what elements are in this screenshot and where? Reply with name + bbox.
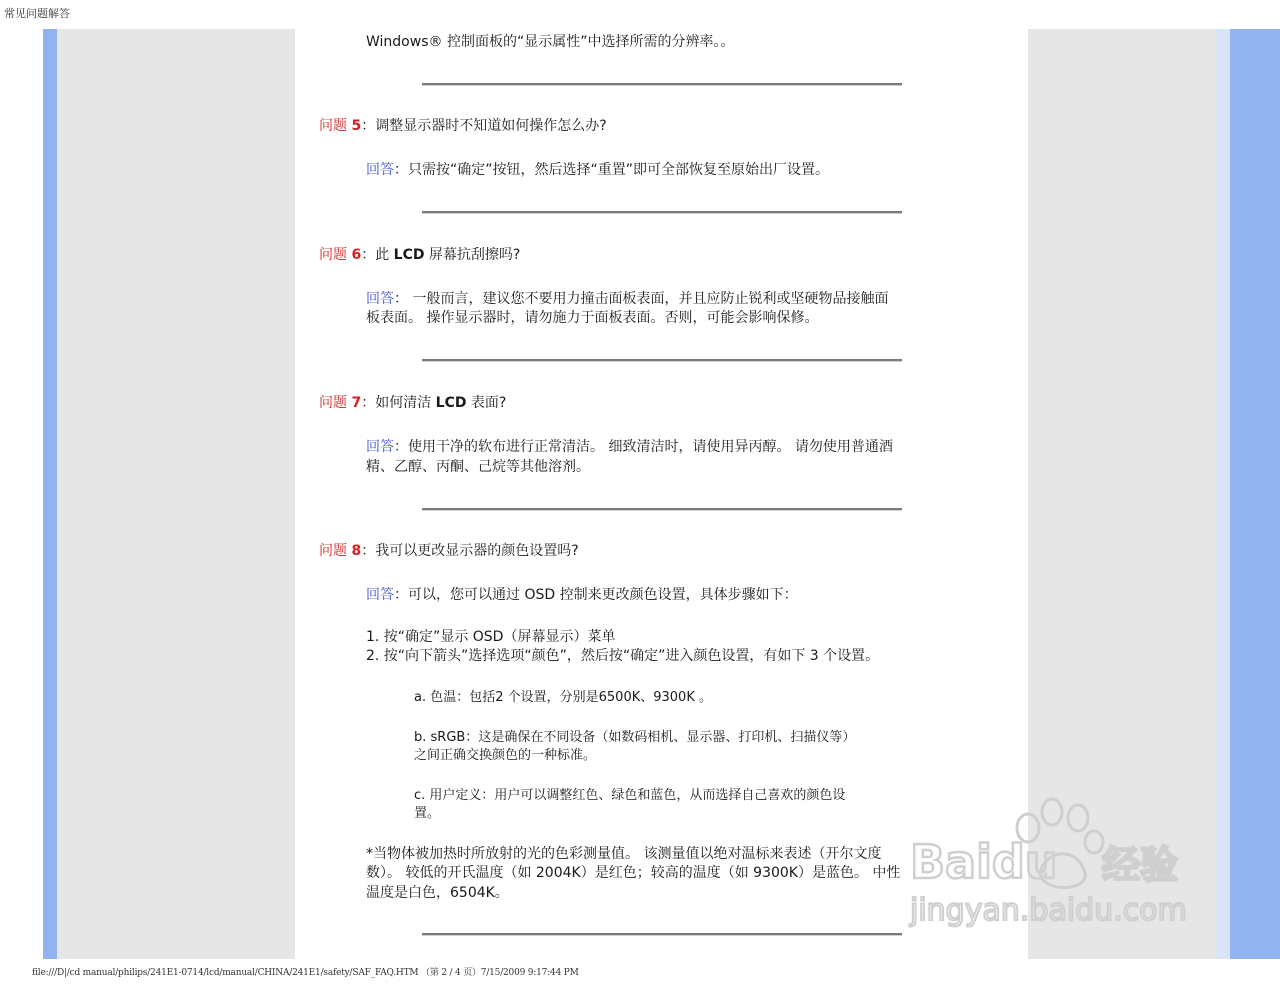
- divider: [422, 933, 902, 935]
- answer-text: ：可以，您可以通过 OSD 控制来更改颜色设置，具体步骤如下：: [394, 587, 798, 603]
- answer-text: ：使用干净的软布进行正常清洁。 细致清洁时，请使用异丙醇。 请勿使用普通酒: [394, 439, 893, 455]
- footnote-line-2: 数）。 较低的开氏温度（如 2004K）是红色；较高的温度（如 9300K）是蓝色。 中性: [366, 865, 901, 881]
- answer-5: [366, 161, 829, 180]
- option-srgb-cont: 之间正确交换颜色的一种标准。: [414, 748, 597, 763]
- question-label: 问题: [319, 543, 352, 559]
- option-srgb: b. sRGB：这是确保在不同设备（如数码相机、显示器、打印机、扫描仪等）: [414, 730, 856, 745]
- question-label: 问题: [319, 395, 352, 411]
- divider: [422, 359, 902, 361]
- question-text: ：调整显示器时不知道如何操作怎么办?: [361, 118, 607, 134]
- print-header: 常见问题解答: [4, 7, 70, 20]
- answer-label: 回答: [366, 291, 394, 307]
- answer-label: 回答: [366, 162, 394, 178]
- question-text: ：我可以更改显示器的颜色设置吗?: [361, 543, 579, 559]
- question-text: 屏幕抗刮擦吗?: [424, 247, 521, 263]
- question-text: ：如何清洁: [361, 395, 436, 411]
- option-user-define-cont: 置。: [414, 806, 441, 821]
- option-user-define: c. 用户定义：用户可以调整红色、绿色和蓝色，从而选择自己喜欢的颜色设: [414, 788, 846, 803]
- question-number: 8: [351, 543, 362, 559]
- step-2: 2. 按“向下箭头”选择选项“颜色”，然后按“确定”进入颜色设置，有如下 3 个设置。: [366, 648, 880, 664]
- divider: [422, 83, 902, 85]
- watermark-brand-cn: 经验: [1102, 843, 1179, 887]
- watermark-brand: Baidu: [910, 835, 1058, 889]
- answer-label: 回答: [366, 439, 394, 455]
- answer-7-cont: 精、乙醇、丙酮、己烷等其他溶剂。: [366, 459, 590, 475]
- watermark-url: jingyan.baidu.com: [910, 893, 1187, 928]
- divider: [422, 508, 902, 510]
- question-term: LCD: [393, 247, 425, 263]
- question-7: [319, 394, 506, 413]
- question-label: 问题: [319, 247, 352, 263]
- right-accent-bar: [1230, 29, 1280, 959]
- divider: [422, 211, 902, 213]
- question-number: 5: [351, 118, 362, 134]
- step-1: 1. 按“确定”显示 OSD（屏幕显示）菜单: [366, 629, 616, 645]
- question-label: 问题: [319, 118, 352, 134]
- question-number: 6: [351, 247, 362, 263]
- answer-8: [366, 586, 798, 605]
- top-line: Windows® 控制面板的“显示属性”中选择所需的分辨率。。: [366, 34, 735, 50]
- question-text: 表面?: [466, 395, 507, 411]
- answer-6-cont: 板表面。 操作显示器时，请勿施力于面板表面。否则，可能会影响保修。: [366, 310, 819, 326]
- question-term: LCD: [435, 395, 467, 411]
- left-accent-bar: [43, 29, 57, 959]
- question-6: [319, 246, 520, 265]
- right-gray-panel: [1028, 29, 1215, 959]
- question-8: [319, 542, 579, 561]
- question-number: 7: [351, 395, 362, 411]
- question-5: [319, 117, 607, 136]
- footnote-line-3: 温度是白色，6504K。: [366, 885, 509, 901]
- footnote-line-1: *当物体被加热时所放射的光的色彩测量值。 该测量值以绝对温标来表述（开尔文度: [366, 846, 882, 862]
- left-gray-panel: [57, 29, 295, 959]
- answer-text: ： 一般而言，建议您不要用力撞击面板表面，并且应防止锐利或坚硬物品接触面: [394, 291, 889, 307]
- answer-text: ：只需按“确定”按钮，然后选择“重置”即可全部恢复至原始出厂设置。: [394, 162, 830, 178]
- question-text: ：此: [361, 247, 394, 263]
- option-color-temp: a. 色温：包括2 个设置，分别是6500K、9300K 。: [414, 690, 712, 705]
- answer-7: [366, 438, 893, 457]
- answer-label: 回答: [366, 587, 394, 603]
- answer-6: [366, 290, 888, 309]
- right-thin-bar: [1215, 29, 1230, 959]
- print-footer: file:///D|/cd manual/philips/241E1-0714/lcd/manual/CHINA/241E1/safety/SAF_FAQ.HTM （第 2 / 4 页）7/15/2009 9:17:44 PM: [32, 968, 579, 978]
